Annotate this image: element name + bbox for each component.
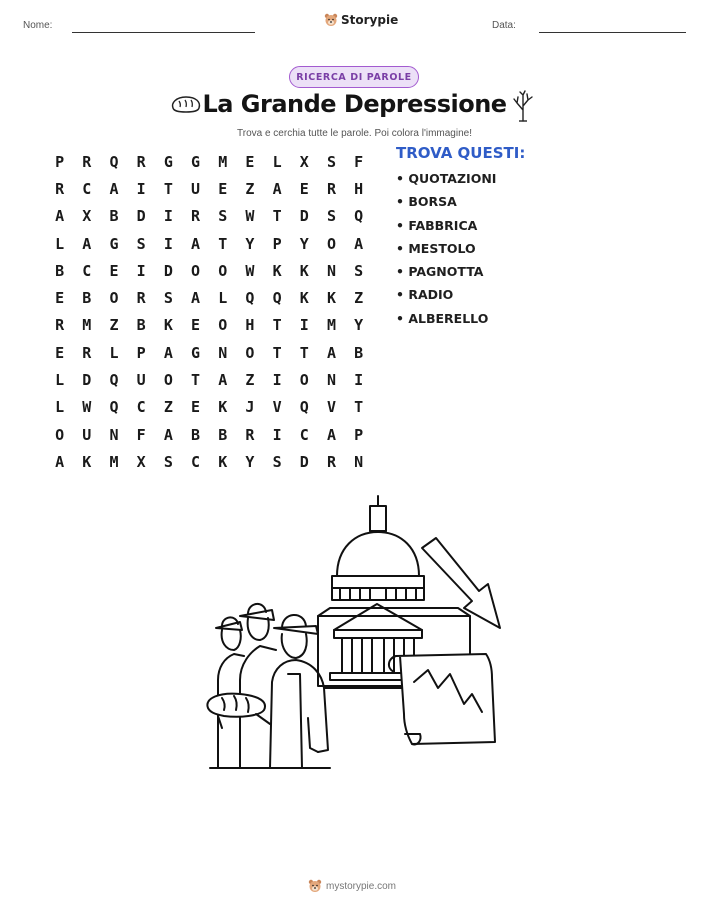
grid-letter[interactable]: W [245, 261, 255, 280]
grid-letter[interactable]: L [272, 152, 282, 171]
grid-letter[interactable]: G [191, 152, 201, 171]
grid-letter[interactable]: Q [109, 398, 119, 417]
grid-letter[interactable]: Q [109, 152, 119, 171]
grid-letter[interactable]: Q [109, 371, 119, 390]
grid-letter[interactable]: R [55, 179, 65, 198]
grid-letter[interactable]: E [109, 261, 119, 280]
grid-letter[interactable]: S [326, 207, 336, 226]
grid-letter[interactable]: Z [163, 398, 173, 417]
grid-letter[interactable]: V [326, 398, 336, 417]
grid-letter[interactable]: N [354, 452, 364, 471]
grid-letter[interactable]: T [163, 179, 173, 198]
grid-letter[interactable]: B [136, 316, 146, 335]
grid-letter[interactable]: O [55, 425, 65, 444]
grid-letter[interactable]: I [299, 316, 309, 335]
grid-letter[interactable]: E [191, 398, 201, 417]
grid-letter[interactable]: T [272, 343, 282, 362]
grid-letter[interactable]: O [109, 289, 119, 308]
grid-letter[interactable]: B [218, 425, 228, 444]
grid-letter[interactable]: O [191, 261, 201, 280]
grid-letter[interactable]: P [136, 343, 146, 362]
grid-letter[interactable]: D [299, 452, 309, 471]
grid-letter[interactable]: O [163, 371, 173, 390]
footer-url[interactable]: mystorypie.com [326, 880, 397, 892]
grid-letter[interactable]: U [191, 179, 201, 198]
grid-letter[interactable]: X [136, 452, 146, 471]
grid-letter[interactable]: S [163, 452, 173, 471]
grid-letter[interactable]: T [354, 398, 364, 417]
grid-row [46, 175, 372, 202]
name-label: Nome: [23, 20, 53, 31]
grid-letter[interactable]: I [272, 425, 282, 444]
grid-letter[interactable]: C [82, 261, 92, 280]
grid-letter[interactable]: R [326, 179, 336, 198]
grid-letter[interactable]: Y [354, 316, 364, 335]
grid-letter[interactable]: O [326, 234, 336, 253]
grid-letter[interactable]: C [82, 179, 92, 198]
grid-letter[interactable]: B [55, 261, 65, 280]
grid-letter[interactable]: A [326, 425, 336, 444]
grid-letter[interactable]: I [136, 179, 146, 198]
grid-letter[interactable]: A [55, 452, 65, 471]
grid-letter[interactable]: R [82, 343, 92, 362]
grid-row [46, 339, 372, 366]
grid-letter[interactable]: F [354, 152, 364, 171]
instructions: Trova e cerchia tutte le parole. Poi colora l'immagine! [237, 128, 472, 139]
grid-letter[interactable]: M [326, 316, 336, 335]
capitol-men-falling-chart-illustration [200, 488, 505, 770]
grid-letter[interactable]: Q [299, 398, 309, 417]
grid-row [46, 312, 372, 339]
grid-letter[interactable]: G [163, 152, 173, 171]
grid-letter[interactable]: E [299, 179, 309, 198]
page-title: La Grande Depressione [202, 90, 507, 118]
grid-letter[interactable]: A [55, 207, 65, 226]
grid-letter[interactable]: D [299, 207, 309, 226]
grid-letter[interactable]: E [245, 152, 255, 171]
grid-letter[interactable]: Z [245, 371, 255, 390]
grid-letter[interactable]: S [354, 261, 364, 280]
grid-letter[interactable]: S [272, 452, 282, 471]
storypie-bear-icon [324, 13, 338, 27]
name-line [72, 32, 255, 33]
grid-letter[interactable]: I [163, 234, 173, 253]
grid-letter[interactable]: D [163, 261, 173, 280]
grid-letter[interactable]: X [82, 207, 92, 226]
grid-letter[interactable]: N [326, 371, 336, 390]
grid-letter[interactable]: R [136, 289, 146, 308]
grid-letter[interactable]: I [163, 207, 173, 226]
grid-letter[interactable]: A [191, 289, 201, 308]
word-search-grid [46, 148, 372, 476]
grid-letter[interactable]: Z [245, 179, 255, 198]
grid-letter[interactable]: R [245, 425, 255, 444]
grid-letter[interactable]: K [218, 452, 228, 471]
grid-letter[interactable]: E [191, 316, 201, 335]
grid-letter[interactable]: R [82, 152, 92, 171]
grid-letter[interactable]: B [82, 289, 92, 308]
grid-letter[interactable]: K [163, 316, 173, 335]
grid-letter[interactable]: Y [299, 234, 309, 253]
grid-letter[interactable]: A [354, 234, 364, 253]
grid-row [46, 148, 372, 175]
grid-letter[interactable]: N [326, 261, 336, 280]
grid-letter[interactable]: B [191, 425, 201, 444]
grid-letter[interactable]: A [191, 234, 201, 253]
grid-letter[interactable]: Q [245, 289, 255, 308]
grid-letter[interactable]: T [218, 234, 228, 253]
activity-badge: RICERCA DI PAROLE [289, 66, 419, 88]
word-item: • PAGNOTTA [396, 264, 484, 280]
word-list [396, 144, 525, 334]
grid-letter[interactable]: N [109, 425, 119, 444]
grid-letter[interactable]: P [272, 234, 282, 253]
grid-letter[interactable]: N [218, 343, 228, 362]
word-list-heading: TROVA QUESTI: [396, 144, 526, 162]
grid-letter[interactable]: P [354, 425, 364, 444]
grid-letter[interactable]: B [109, 207, 119, 226]
grid-letter[interactable]: I [272, 371, 282, 390]
grid-letter[interactable]: C [299, 425, 309, 444]
grid-letter[interactable]: L [55, 371, 65, 390]
grid-letter[interactable]: F [136, 425, 146, 444]
grid-letter[interactable]: S [136, 234, 146, 253]
grid-letter[interactable]: X [299, 152, 309, 171]
grid-letter[interactable]: Q [354, 207, 364, 226]
brand-name: Storypie [341, 13, 399, 27]
word-item: • MESTOLO [396, 240, 476, 256]
grid-letter[interactable]: L [55, 234, 65, 253]
grid-letter[interactable]: L [109, 343, 119, 362]
grid-letter[interactable]: T [191, 371, 201, 390]
grid-letter[interactable]: R [136, 152, 146, 171]
grid-row [46, 203, 372, 230]
grid-letter[interactable]: M [218, 152, 228, 171]
grid-row [46, 257, 372, 284]
grid-letter[interactable]: L [218, 289, 228, 308]
grid-letter[interactable]: A [272, 179, 282, 198]
grid-letter[interactable]: K [82, 452, 92, 471]
grid-row [46, 394, 372, 421]
grid-letter[interactable]: B [354, 343, 364, 362]
grid-letter[interactable]: Y [245, 452, 255, 471]
grid-row [46, 366, 372, 393]
grid-letter[interactable]: A [109, 179, 119, 198]
grid-letter[interactable]: R [326, 452, 336, 471]
storypie-bear-icon [308, 879, 322, 893]
grid-letter[interactable]: K [299, 261, 309, 280]
grid-letter[interactable]: Z [354, 289, 364, 308]
grid-letter[interactable]: I [354, 371, 364, 390]
grid-letter[interactable]: A [82, 234, 92, 253]
grid-letter[interactable]: A [163, 425, 173, 444]
word-item: • RADIO [396, 287, 454, 303]
grid-letter[interactable]: Z [109, 316, 119, 335]
grid-row [46, 230, 372, 257]
grid-letter[interactable]: S [163, 289, 173, 308]
grid-letter[interactable]: R [191, 207, 201, 226]
grid-letter[interactable]: Y [245, 234, 255, 253]
grid-letter[interactable]: I [136, 261, 146, 280]
grid-letter[interactable]: T [272, 316, 282, 335]
grid-letter[interactable]: E [55, 289, 65, 308]
brand-logo [324, 13, 398, 27]
grid-letter[interactable]: T [299, 343, 309, 362]
date-label: Data: [492, 20, 516, 31]
grid-row [46, 421, 372, 448]
grid-letter[interactable]: O [245, 343, 255, 362]
grid-letter[interactable]: O [218, 261, 228, 280]
grid-letter[interactable]: G [109, 234, 119, 253]
grid-letter[interactable]: W [245, 207, 255, 226]
word-item: • FABBRICA [396, 217, 478, 233]
grid-letter[interactable]: A [163, 343, 173, 362]
word-item: • BORSA [396, 194, 457, 210]
grid-letter[interactable]: R [55, 316, 65, 335]
grid-letter[interactable]: V [272, 398, 282, 417]
bare-tree-icon [511, 90, 535, 122]
grid-letter[interactable]: E [218, 179, 228, 198]
grid-letter[interactable]: H [354, 179, 364, 198]
grid-letter[interactable]: P [55, 152, 65, 171]
grid-letter[interactable]: Q [272, 289, 282, 308]
grid-letter[interactable]: K [326, 289, 336, 308]
grid-letter[interactable]: S [326, 152, 336, 171]
footer [308, 879, 396, 893]
grid-letter[interactable]: O [299, 371, 309, 390]
grid-letter[interactable]: T [272, 207, 282, 226]
grid-letter[interactable]: H [245, 316, 255, 335]
grid-letter[interactable]: M [109, 452, 119, 471]
grid-letter[interactable]: L [55, 398, 65, 417]
grid-letter[interactable]: E [55, 343, 65, 362]
grid-letter[interactable]: K [299, 289, 309, 308]
grid-letter[interactable]: U [82, 425, 92, 444]
date-line [539, 32, 686, 33]
grid-letter[interactable]: G [191, 343, 201, 362]
grid-letter[interactable]: U [136, 371, 146, 390]
word-item: • ALBERELLO [396, 310, 489, 326]
grid-letter[interactable]: M [82, 316, 92, 335]
grid-letter[interactable]: C [136, 398, 146, 417]
grid-row [46, 448, 372, 475]
grid-row [46, 284, 372, 311]
grid-letter[interactable]: J [245, 398, 255, 417]
grid-letter[interactable]: D [82, 371, 92, 390]
grid-letter[interactable]: S [218, 207, 228, 226]
word-item: • QUOTAZIONI [396, 171, 497, 186]
grid-letter[interactable]: D [136, 207, 146, 226]
grid-letter[interactable]: K [218, 398, 228, 417]
grid-letter[interactable]: O [218, 316, 228, 335]
grid-letter[interactable]: K [272, 261, 282, 280]
grid-letter[interactable]: A [218, 371, 228, 390]
grid-letter[interactable]: C [191, 452, 201, 471]
grid-letter[interactable]: A [326, 343, 336, 362]
grid-letter[interactable]: W [82, 398, 92, 417]
